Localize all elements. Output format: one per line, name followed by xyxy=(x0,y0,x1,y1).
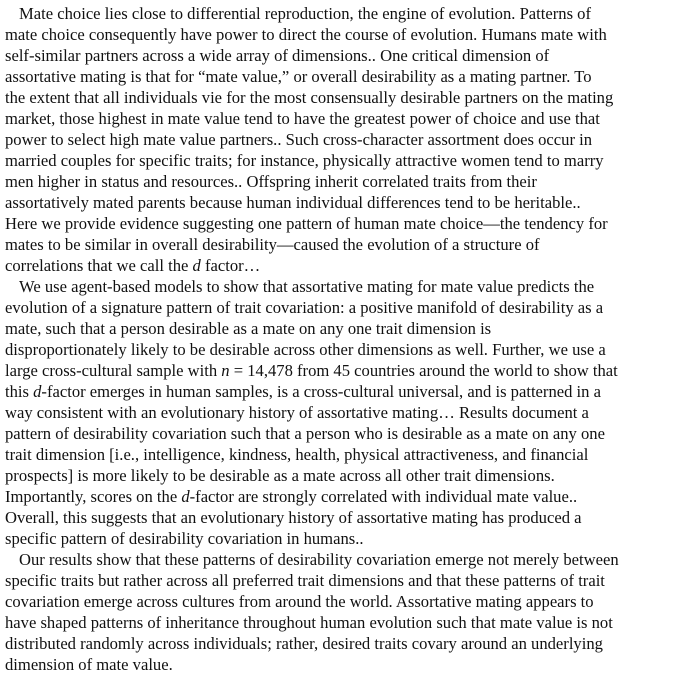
text-line: prospects] is more likely to be desirable as a mate across all other trait dimensions. xyxy=(5,466,555,485)
text-line: specific traits but rather across all preferred trait dimensions and that these patterns of trait xyxy=(5,571,605,590)
text-line: market, those highest in mate value tend to have the greatest power of choice and use that xyxy=(5,109,600,128)
text-line: trait dimension [i.e., intelligence, kindness, health, physical attractiveness, and financial xyxy=(5,445,589,464)
text-run: factor… xyxy=(200,256,261,275)
text-run: Importantly, scores on the xyxy=(5,487,182,506)
text-line: distributed randomly across individuals; rather, desired traits covary around an underlying xyxy=(5,634,603,653)
text-line: married couples for specific traits; for instance, physically attractive women tend to marry xyxy=(5,151,604,170)
paragraph-2 xyxy=(5,276,682,549)
text-line: We use agent-based models to show that assortative mating for mate value predicts the xyxy=(19,277,595,296)
text-line: disproportionately likely to be desirable across other dimensions as well. Further, we use a xyxy=(5,340,606,359)
text-line: dimension of mate value. xyxy=(5,655,173,674)
text-line: covariation emerge across cultures from around the world. Assortative mating appears to xyxy=(5,592,594,611)
text-run: -factor are strongly correlated with individual mate value.. xyxy=(189,487,578,506)
text-line xyxy=(5,486,682,507)
text-line: Our results show that these patterns of desirability covariation emerge not merely between xyxy=(19,550,619,569)
text-line: Here we provide evidence suggesting one pattern of human mate choice—the tendency for xyxy=(5,214,608,233)
text-line: evolution of a signature pattern of trait covariation: a positive manifold of desirability as a xyxy=(5,298,604,317)
text-line: Overall, this suggests that an evolutionary history of assortative mating has produced a xyxy=(5,508,582,527)
paragraph-3 xyxy=(5,549,682,675)
text-line: mates to be similar in overall desirability—caused the evolution of a structure of xyxy=(5,235,540,254)
text-line xyxy=(5,255,682,276)
text-line: Mate choice lies close to differential reproduction, the engine of evolution. Patterns of xyxy=(19,4,591,23)
text-run: = 14,478 from 45 countries around the world to show that xyxy=(229,361,618,380)
text-run: correlations that we call the xyxy=(5,256,193,275)
italic-d-symbol: d xyxy=(33,382,42,401)
text-line: the extent that all individuals vie for the most consensually desirable partners on the mating xyxy=(5,88,614,107)
italic-d-symbol: d xyxy=(192,256,201,275)
text-run: this xyxy=(5,382,34,401)
text-line: self-similar partners across a wide array of dimensions.. One critical dimension of xyxy=(5,46,550,65)
text-run: -factor emerges in human samples, is a cross-cultural universal, and is patterned in a xyxy=(41,382,601,401)
text-line: assortatively mated parents because human individual differences tend to be heritable.. xyxy=(5,193,581,212)
text-run: large cross-cultural sample with xyxy=(5,361,222,380)
text-line: pattern of desirability covariation such that a person who is desirable as a mate on any one xyxy=(5,424,605,443)
text-line xyxy=(5,360,682,381)
italic-n-symbol: n xyxy=(221,361,230,380)
text-line: mate, such that a person desirable as a mate on any one trait dimension is xyxy=(5,319,492,338)
text-line: have shaped patterns of inheritance throughout human evolution such that mate value is not xyxy=(5,613,613,632)
italic-d-symbol: d xyxy=(181,487,190,506)
text-line: power to select high mate value partners.. Such cross-character assortment does occur in xyxy=(5,130,593,149)
text-line: specific pattern of desirability covariation in humans.. xyxy=(5,529,364,548)
text-line: way consistent with an evolutionary history of assortative mating… Results document a xyxy=(5,403,589,422)
paragraph-1 xyxy=(5,3,682,276)
text-line: assortative mating is that for “mate value,” or overall desirability as a mating partner. To xyxy=(5,67,592,86)
text-line: mate choice consequently have power to direct the course of evolution. Humans mate with xyxy=(5,25,607,44)
text-line xyxy=(5,381,682,402)
text-line: men higher in status and resources.. Offspring inherit correlated traits from their xyxy=(5,172,537,191)
